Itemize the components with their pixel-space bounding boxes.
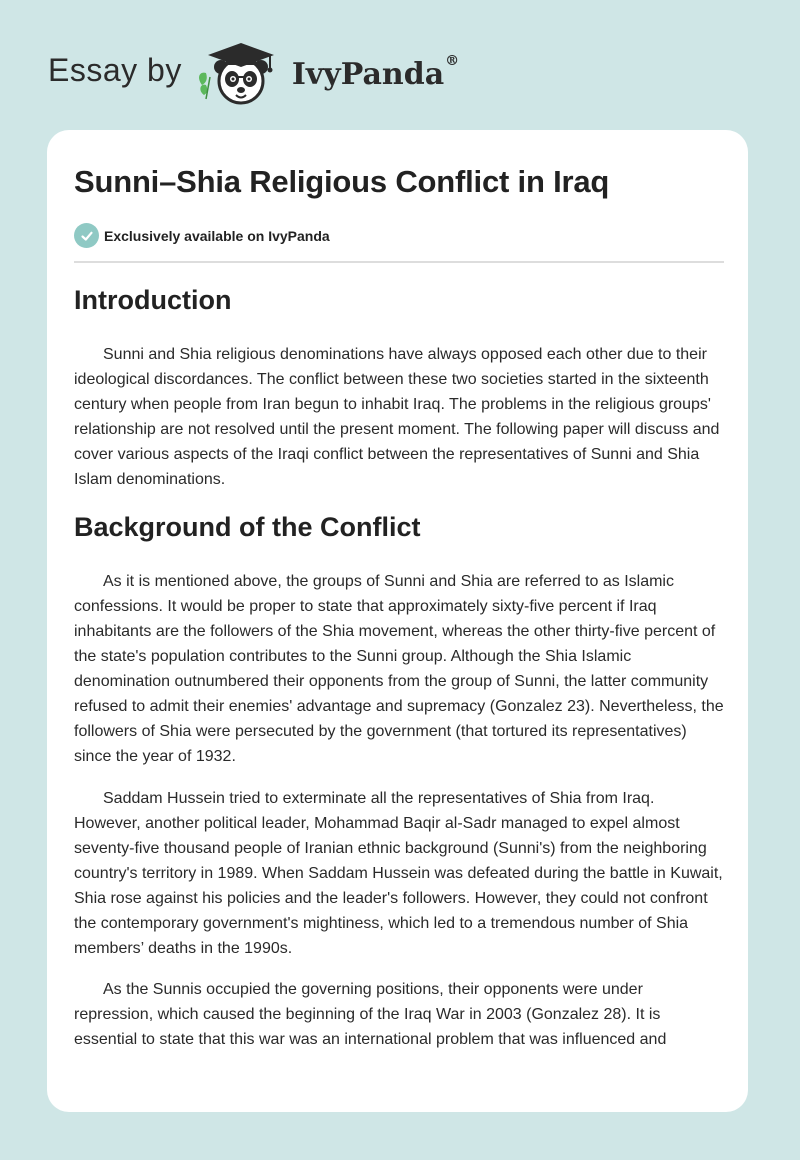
paragraph: Sunni and Shia religious denominations have always opposed each other due to their ideological discordances. The conflict between these two societies started in the sixteenth century when people from Iran begun to inhabit Iraq. The problems in the religious groups' relationship are not resolved until the present moment. The following paper will discuss and cover various aspects of the Iraqi conflict between the representatives of Sunni and Shia Islam denominations. bbox=[74, 346, 720, 488]
brand-text: IvyPanda bbox=[291, 56, 445, 92]
paragraph: As it is mentioned above, the groups of Sunni and Shia are referred to as Islamic confessions. It would be proper to state that approximately sixty-five percent if Iraq inhabitants are the followers of the Shia movement, whereas the other thirty-five percent of the state's population contributes to the Sunni group. Although the Shia Islamic denomination outnumbered their opponents from the group of Sunni, the latter community refused to admit their enemies' advantage and supremacy (Gonzalez 23). Nevertheless, the followers of Shia were persecuted by the government (that tortured its representatives) since the year of 1932. bbox=[74, 573, 724, 765]
ivypanda-logo[interactable] bbox=[194, 37, 459, 107]
brand-name bbox=[291, 52, 460, 92]
paragraph: As the Sunnis occupied the governing positions, their opponents were under repression, which caused the beginning of the Iraq War in 2003 (Gonzalez 28). It is essential to state that this war was an international problem that was influenced and bbox=[74, 981, 667, 1048]
essay-card bbox=[47, 130, 748, 1112]
registered-mark: ® bbox=[445, 52, 460, 69]
exclusive-badge bbox=[74, 223, 330, 248]
site-header bbox=[48, 36, 459, 108]
title-divider bbox=[74, 261, 724, 263]
page-title: Sunni–Shia Religious Conflict in Iraq bbox=[74, 164, 610, 199]
section-heading-background: Background of the Conflict bbox=[74, 512, 421, 542]
paragraph: Saddam Hussein tried to exterminate all the representatives of Shia from Iraq. However, another political leader, Mohammad Baqir al-Sadr managed to expel almost seventy-five thousand people of Iranian ethnic background (Sunni's) from the neighboring country's territory in 1989. When Saddam Hussein was defeated during the battle in Kuwait, Shia rose against his policies and the leader's followers. However, they could not confront the contemporary government's mightiness, which led to a tremendous number of Shia members’ deaths in the 1990s. bbox=[74, 790, 723, 957]
check-icon bbox=[74, 223, 99, 248]
panda-graduate-logo-icon bbox=[194, 37, 284, 107]
essay-by-label: Essay by bbox=[48, 51, 182, 88]
exclusive-label: Exclusively available on IvyPanda bbox=[104, 227, 330, 244]
section-heading-introduction: Introduction bbox=[74, 285, 232, 315]
